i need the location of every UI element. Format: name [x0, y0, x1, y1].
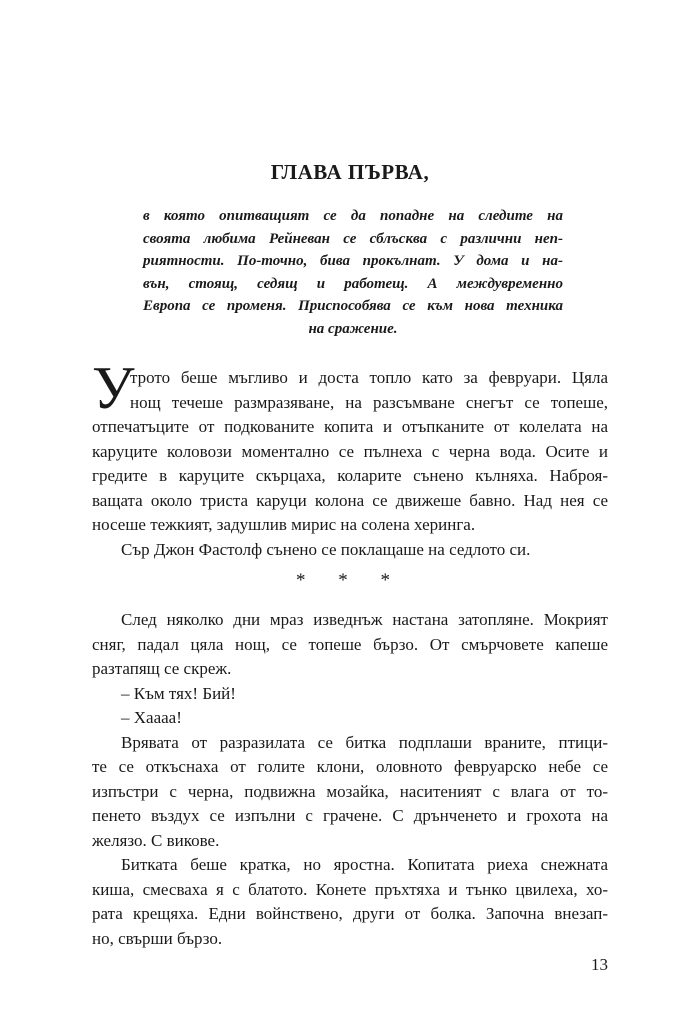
text-line: те се откъснаха от голите клони, оловното февруарско небе се [92, 757, 608, 776]
text-line: желязо. С викове. [92, 830, 220, 850]
text-line: нощ течеше размразяване, на разсъмване снегът се топеше, [130, 392, 608, 412]
text-line: изпъстри с черна, подвижна мозайка, наситеният с влага от то- [92, 781, 608, 801]
text-line: сняг, падал цяла нощ, се топеше бързо. От смърчовете капеше [92, 634, 608, 654]
dialogue-line: – Хаааа! [121, 708, 182, 727]
text-line: каруците коловози моментално се пълнеха с черна вода. Осите и [92, 441, 608, 461]
second-section [92, 608, 608, 951]
chapter-title: ГЛАВА ПЪРВА, [270, 160, 430, 184]
text-line: разтапящ се скреж. [92, 659, 232, 678]
section-separator: * * * [296, 570, 404, 591]
drop-cap: У [92, 355, 135, 421]
text-line: Битката беше кратка, но яростна. Копитата риеха снежната [121, 855, 608, 874]
dialogue-line: – Към тях! Бий! [121, 683, 236, 703]
text-line: киша, смесваха я с блатото. Конете пръхтяха и тънко цвилеха, хо- [92, 879, 608, 899]
text-line: Врявата от разразилата се битка подплаши враните, птици- [121, 732, 608, 752]
chapter-subtitle [143, 205, 563, 340]
subtitle-line: риятности. По-точно, бива прокълнат. У дома и на- [143, 253, 563, 269]
text-line: гредите в каруците скърцаха, коларите сънено кълняха. Наброя- [92, 466, 608, 485]
subtitle-line: вън, стоящ, седящ и работещ. А междувременно [143, 275, 563, 292]
subtitle-line: своята любима Рейневан се сблъсква с различни неп- [143, 230, 563, 247]
text-line: отпечатъците от подкованите копита и отъпканите от колелата на [92, 417, 608, 436]
subtitle-line: в която опитващият се да попадне на следите на [143, 208, 563, 224]
text-line: След няколко дни мраз изведнъж настана затопляне. Мокрият [121, 610, 608, 629]
text-line: ващата около триста каруци колона се движеше бавно. Над нея се [92, 490, 608, 510]
text-line: но, свърши бързо. [92, 928, 223, 948]
subtitle-line: на сражение. [308, 320, 398, 337]
opening-paragraph [92, 366, 608, 562]
text-line: рата крещяха. Едни войнствено, други от болка. Започна внезап- [92, 904, 608, 923]
text-line: пенето въздух се изпълни с грачене. С дрънченето и грохота на [92, 806, 608, 825]
subtitle-line: Европа се променя. Приспособява се към нова техника [143, 298, 563, 314]
text-line: трото беше мъгливо и доста топло като за февруари. Цяла [130, 368, 608, 387]
text-line: Сър Джон Фастолф сънено се поклащаше на седлото си. [121, 539, 531, 559]
text-line: носеше тежкият, задушлив мирис на солена херинга. [92, 515, 476, 534]
page-number: 13 [591, 955, 608, 974]
